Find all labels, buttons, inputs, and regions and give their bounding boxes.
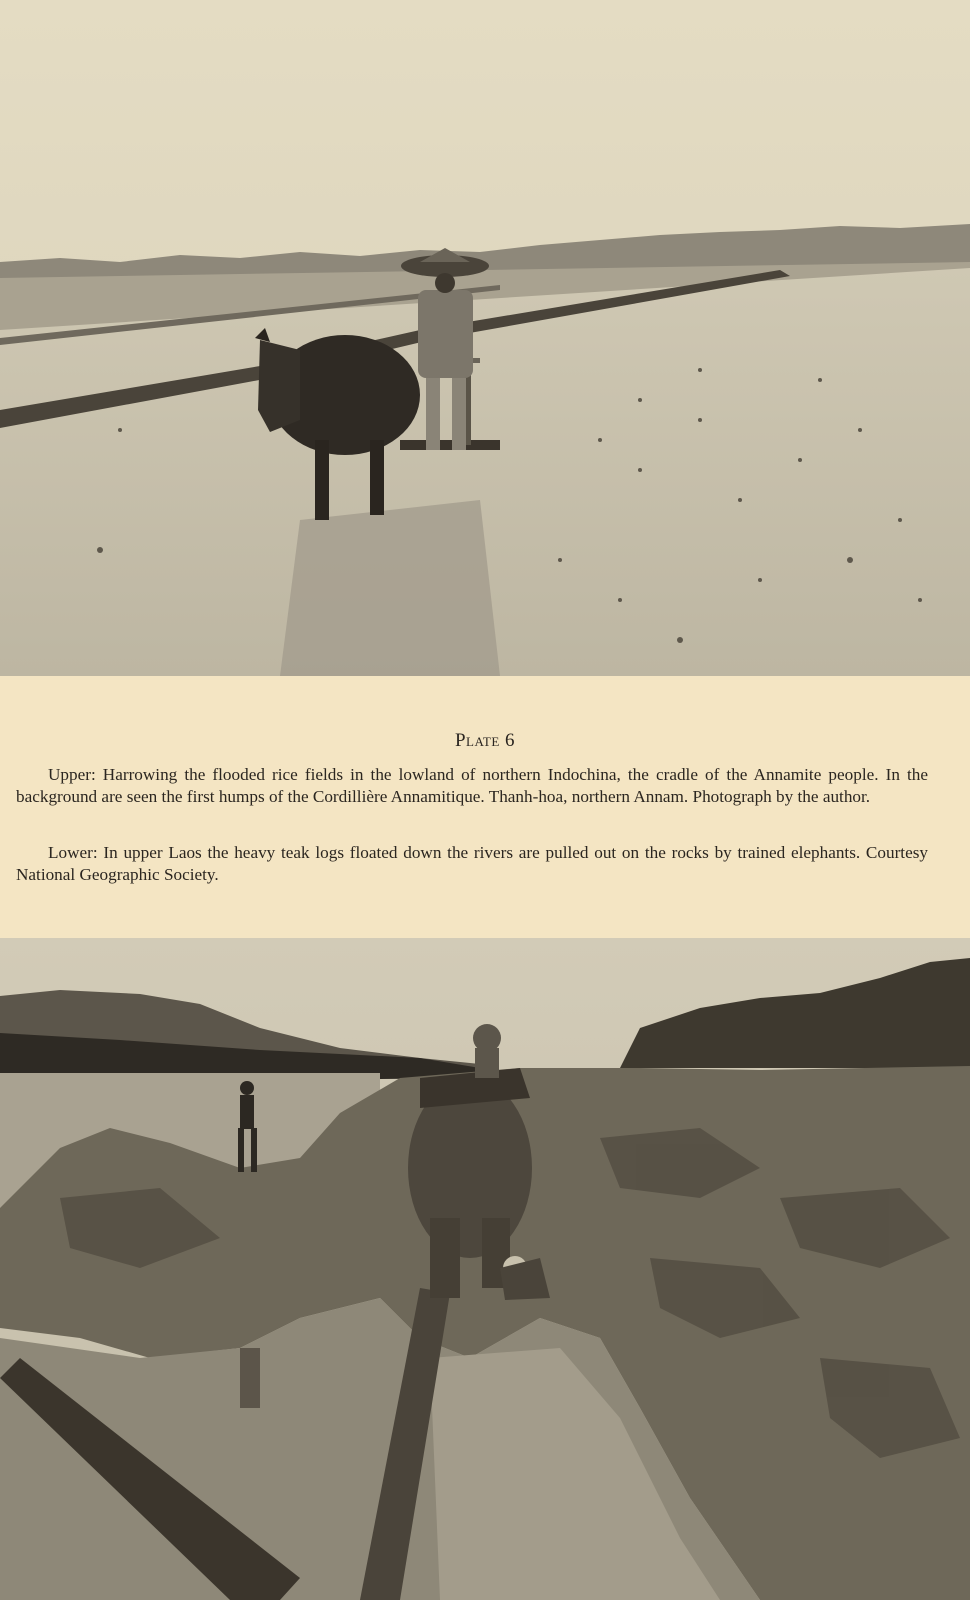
rice-field-photo bbox=[0, 0, 970, 676]
water-reflection bbox=[280, 500, 500, 676]
caption-panel bbox=[0, 676, 970, 938]
elephant-river-photo bbox=[0, 938, 970, 1600]
caption-lower: Lower: In upper Laos the heavy teak logs floated down the rivers are pulled out on the rocks by trained elephants. Courtesy National Geographic Society. bbox=[16, 843, 928, 884]
lower-photograph bbox=[0, 938, 970, 1600]
upper-photograph bbox=[0, 0, 970, 676]
person-reflection bbox=[240, 1348, 260, 1408]
caption-upper: Upper: Harrowing the flooded rice fields in the lowland of northern Indochina, the cradle of the Annamite people. In the background are seen the first humps of the Cordillière Annamitique. Thanh-hoa, northern Annam. Photograph by the author. bbox=[16, 765, 928, 806]
plate-title: Plate 6 bbox=[454, 730, 516, 751]
